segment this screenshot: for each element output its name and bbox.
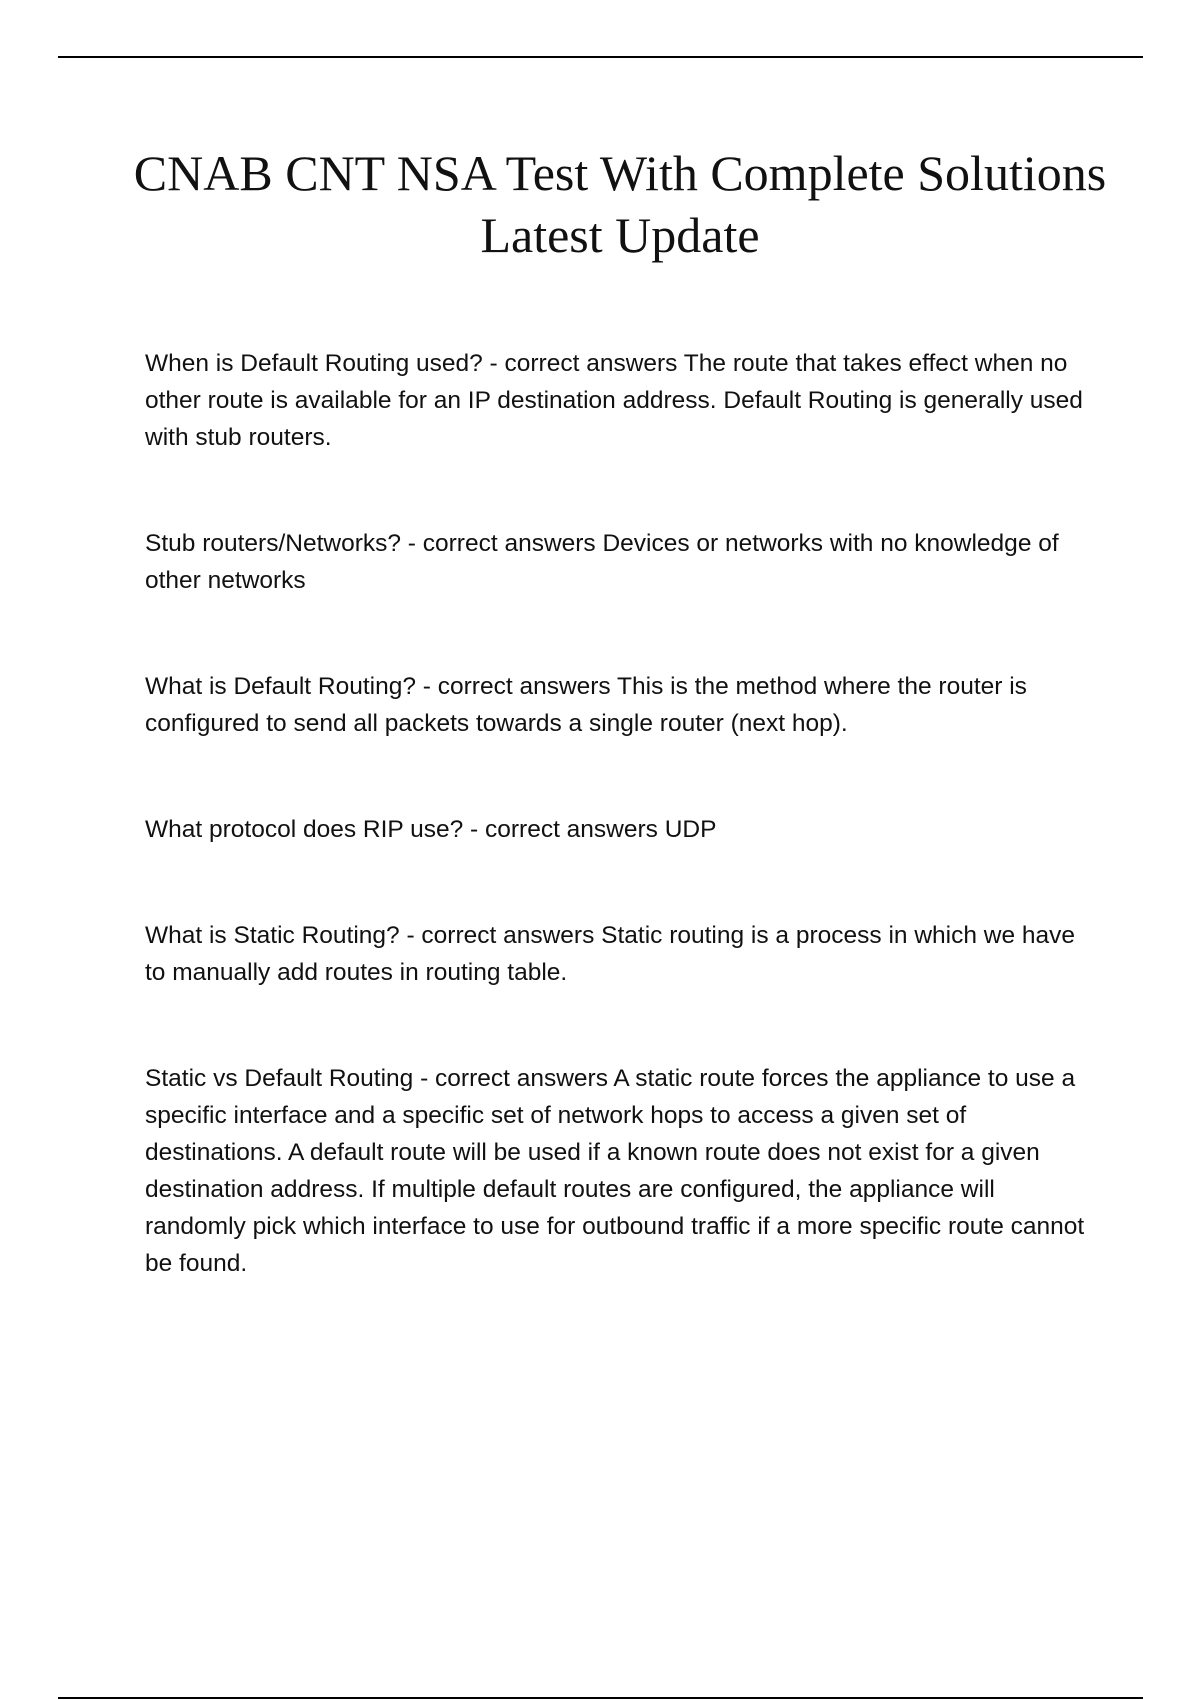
qa-item: What is Default Routing? - correct answers This is the method where the router is configured to send all packets towards a single router (next hop). <box>145 673 1027 737</box>
qa-item: Stub routers/Networks? - correct answers Devices or networks with no knowledge of other networks <box>145 530 1059 594</box>
top-divider <box>58 56 1143 58</box>
page-title: CNAB CNT NSA Test With Complete Solutions Latest Update <box>133 145 1107 263</box>
qa-item: When is Default Routing used? - correct answers The route that takes effect when no other route is available for an IP destination address. Default Routing is generally used with stub routers. <box>145 350 1083 451</box>
qa-list <box>145 345 1095 1351</box>
qa-item: What protocol does RIP use? - correct answers UDP <box>145 816 717 843</box>
bottom-divider <box>58 1697 1143 1699</box>
qa-item: What is Static Routing? - correct answers Static routing is a process in which we have to manually add routes in routing table. <box>145 922 1076 986</box>
qa-item: Static vs Default Routing - correct answers A static route forces the appliance to use a specific interface and a specific set of network hops to access a given set of destinations. A default route will be used if a known route does not exist for a given destination address. If multiple default routes are configured, the appliance will randomly pick which interface to use for outbound traffic if a more specific route cannot be found. <box>145 1065 1085 1277</box>
